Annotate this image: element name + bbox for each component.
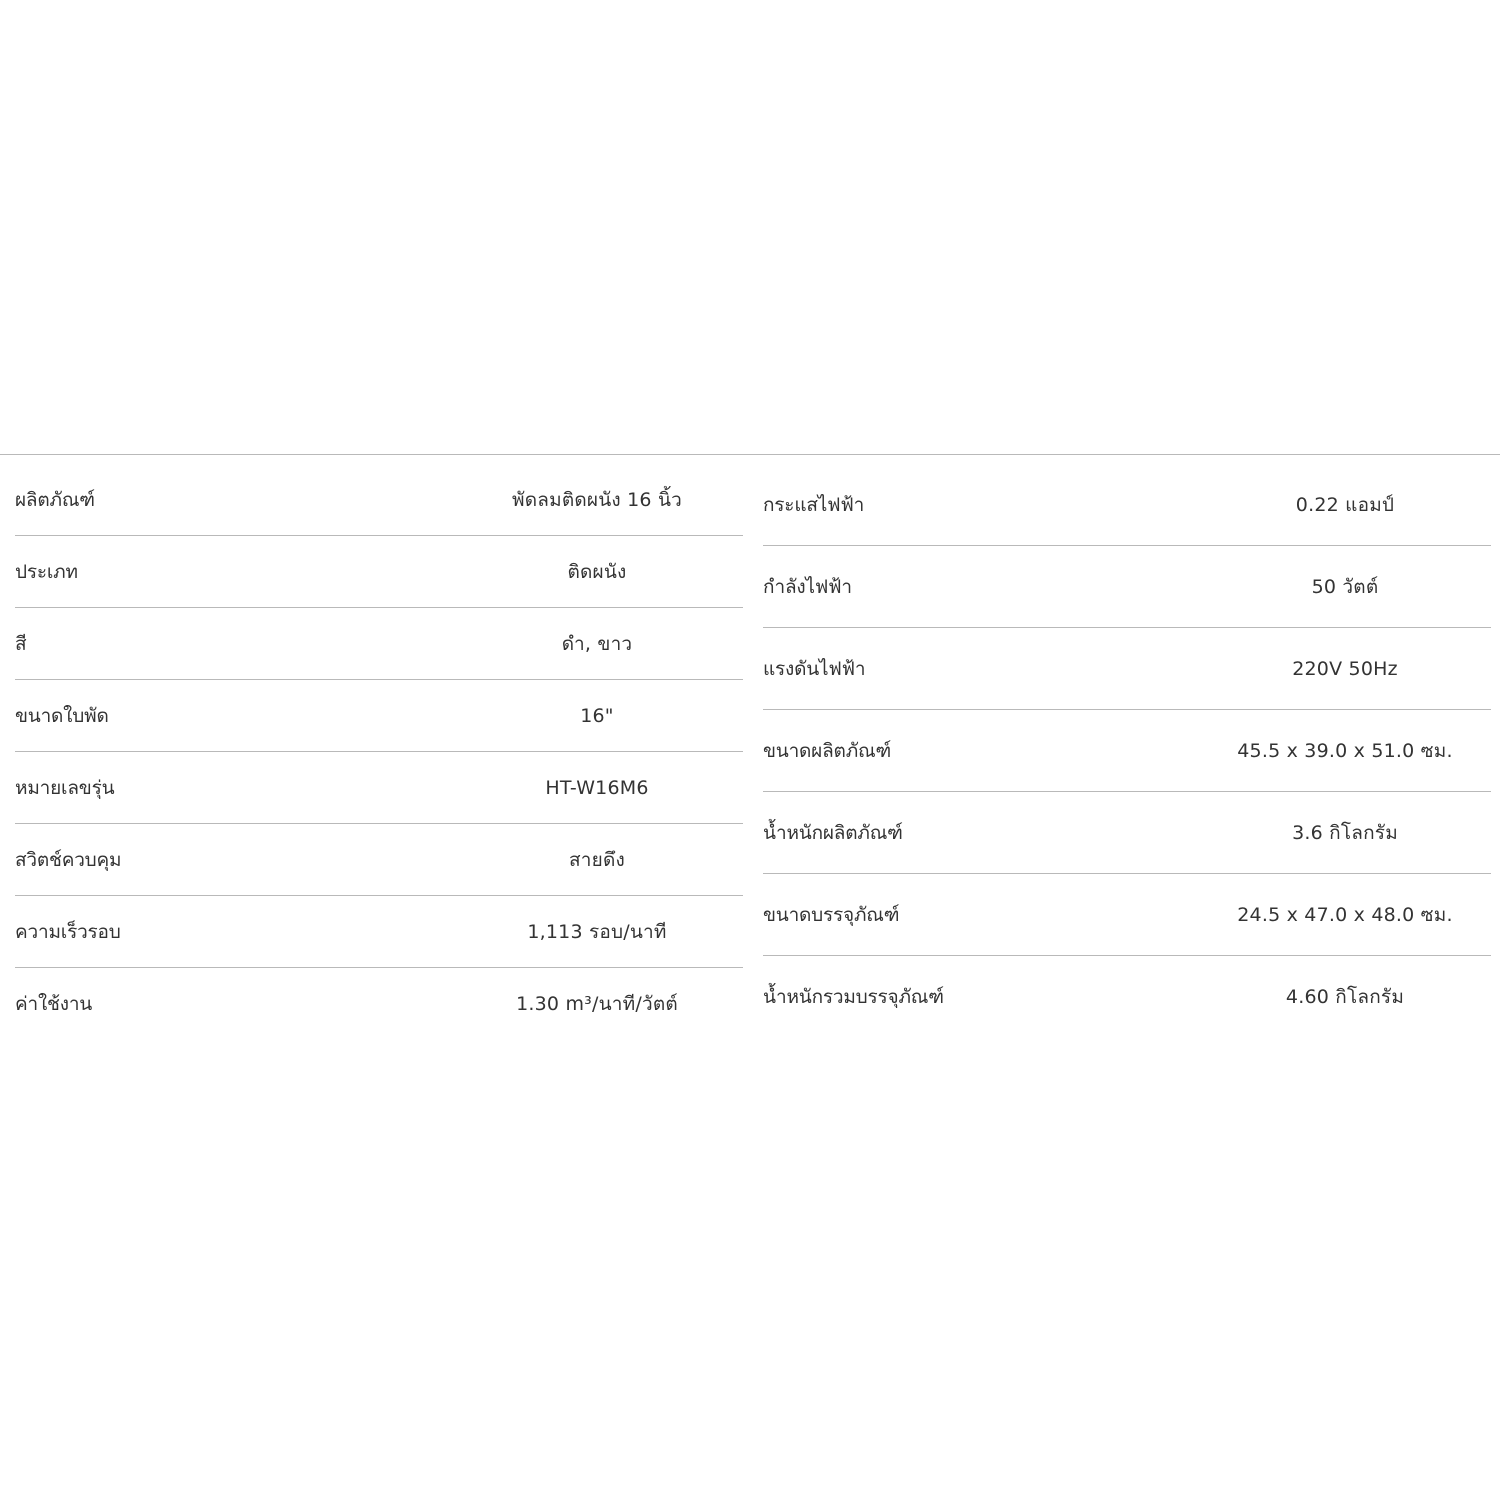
spec-label: ขนาดผลิตภัณฑ์ [763,739,892,762]
spec-row-model-number [15,752,743,824]
spec-value: 16" [580,704,614,727]
spec-table-left [15,465,743,1040]
spec-row-product-weight [763,792,1491,874]
spec-label: หมายเลขรุ่น [15,776,115,799]
spec-table-right [763,465,1491,1038]
spec-label: สวิตช์ควบคุม [15,848,122,871]
spec-label: น้ำหนักรวมบรรจุภัณฑ์ [763,986,944,1008]
spec-label: สี [15,632,27,655]
spec-value: 1,113 รอบ/นาที [527,920,667,943]
spec-value: 3.6 กิโลกรัม [1292,821,1398,844]
spec-row-gross-weight [763,956,1491,1038]
spec-value: 4.60 กิโลกรัม [1285,986,1405,1008]
spec-value: 45.5 x 39.0 x 51.0 ซม. [1237,739,1453,762]
spec-value: พัดลมติดผนัง 16 นิ้ว [511,489,683,511]
spec-label: กำลังไฟฟ้า [763,575,852,598]
spec-row-type [15,536,743,608]
spec-value: 0.22 แอมป์ [1295,494,1395,516]
spec-value: 220V 50Hz [1292,657,1398,680]
spec-row-blade-size [15,680,743,752]
spec-row-package-dimensions [763,874,1491,956]
spec-label: ค่าใช้งาน [15,993,93,1015]
spec-label: ขนาดใบพัด [15,704,109,727]
spec-row-efficiency [15,968,743,1040]
spec-row-current [763,465,1491,546]
spec-row-product-dimensions [763,710,1491,792]
spec-label: ขนาดบรรจุภัณฑ์ [763,903,900,926]
top-divider [0,454,1500,455]
spec-value: ดำ, ขาว [561,632,633,655]
spec-row-power [763,546,1491,628]
spec-value: ติดผนัง [567,560,627,583]
spec-row-voltage [763,628,1491,710]
spec-row-color [15,608,743,680]
spec-value: 24.5 x 47.0 x 48.0 ซม. [1237,903,1453,926]
spec-label: ความเร็วรอบ [15,920,121,943]
spec-value: สายดึง [568,848,626,871]
spec-row-control-switch [15,824,743,896]
spec-row-product [15,465,743,536]
spec-value: 50 วัตต์ [1311,575,1379,598]
spec-row-rotation-speed [15,896,743,968]
spec-label: น้ำหนักผลิตภัณฑ์ [763,821,903,844]
spec-value: HT-W16M6 [545,776,649,799]
spec-label: ผลิตภัณฑ์ [15,489,95,511]
spec-label: แรงดันไฟฟ้า [763,657,866,680]
spec-label: ประเภท [15,560,78,583]
spec-label: กระแสไฟฟ้า [763,494,865,516]
spec-value: 1.30 m³/นาที/วัตต์ [516,993,678,1015]
